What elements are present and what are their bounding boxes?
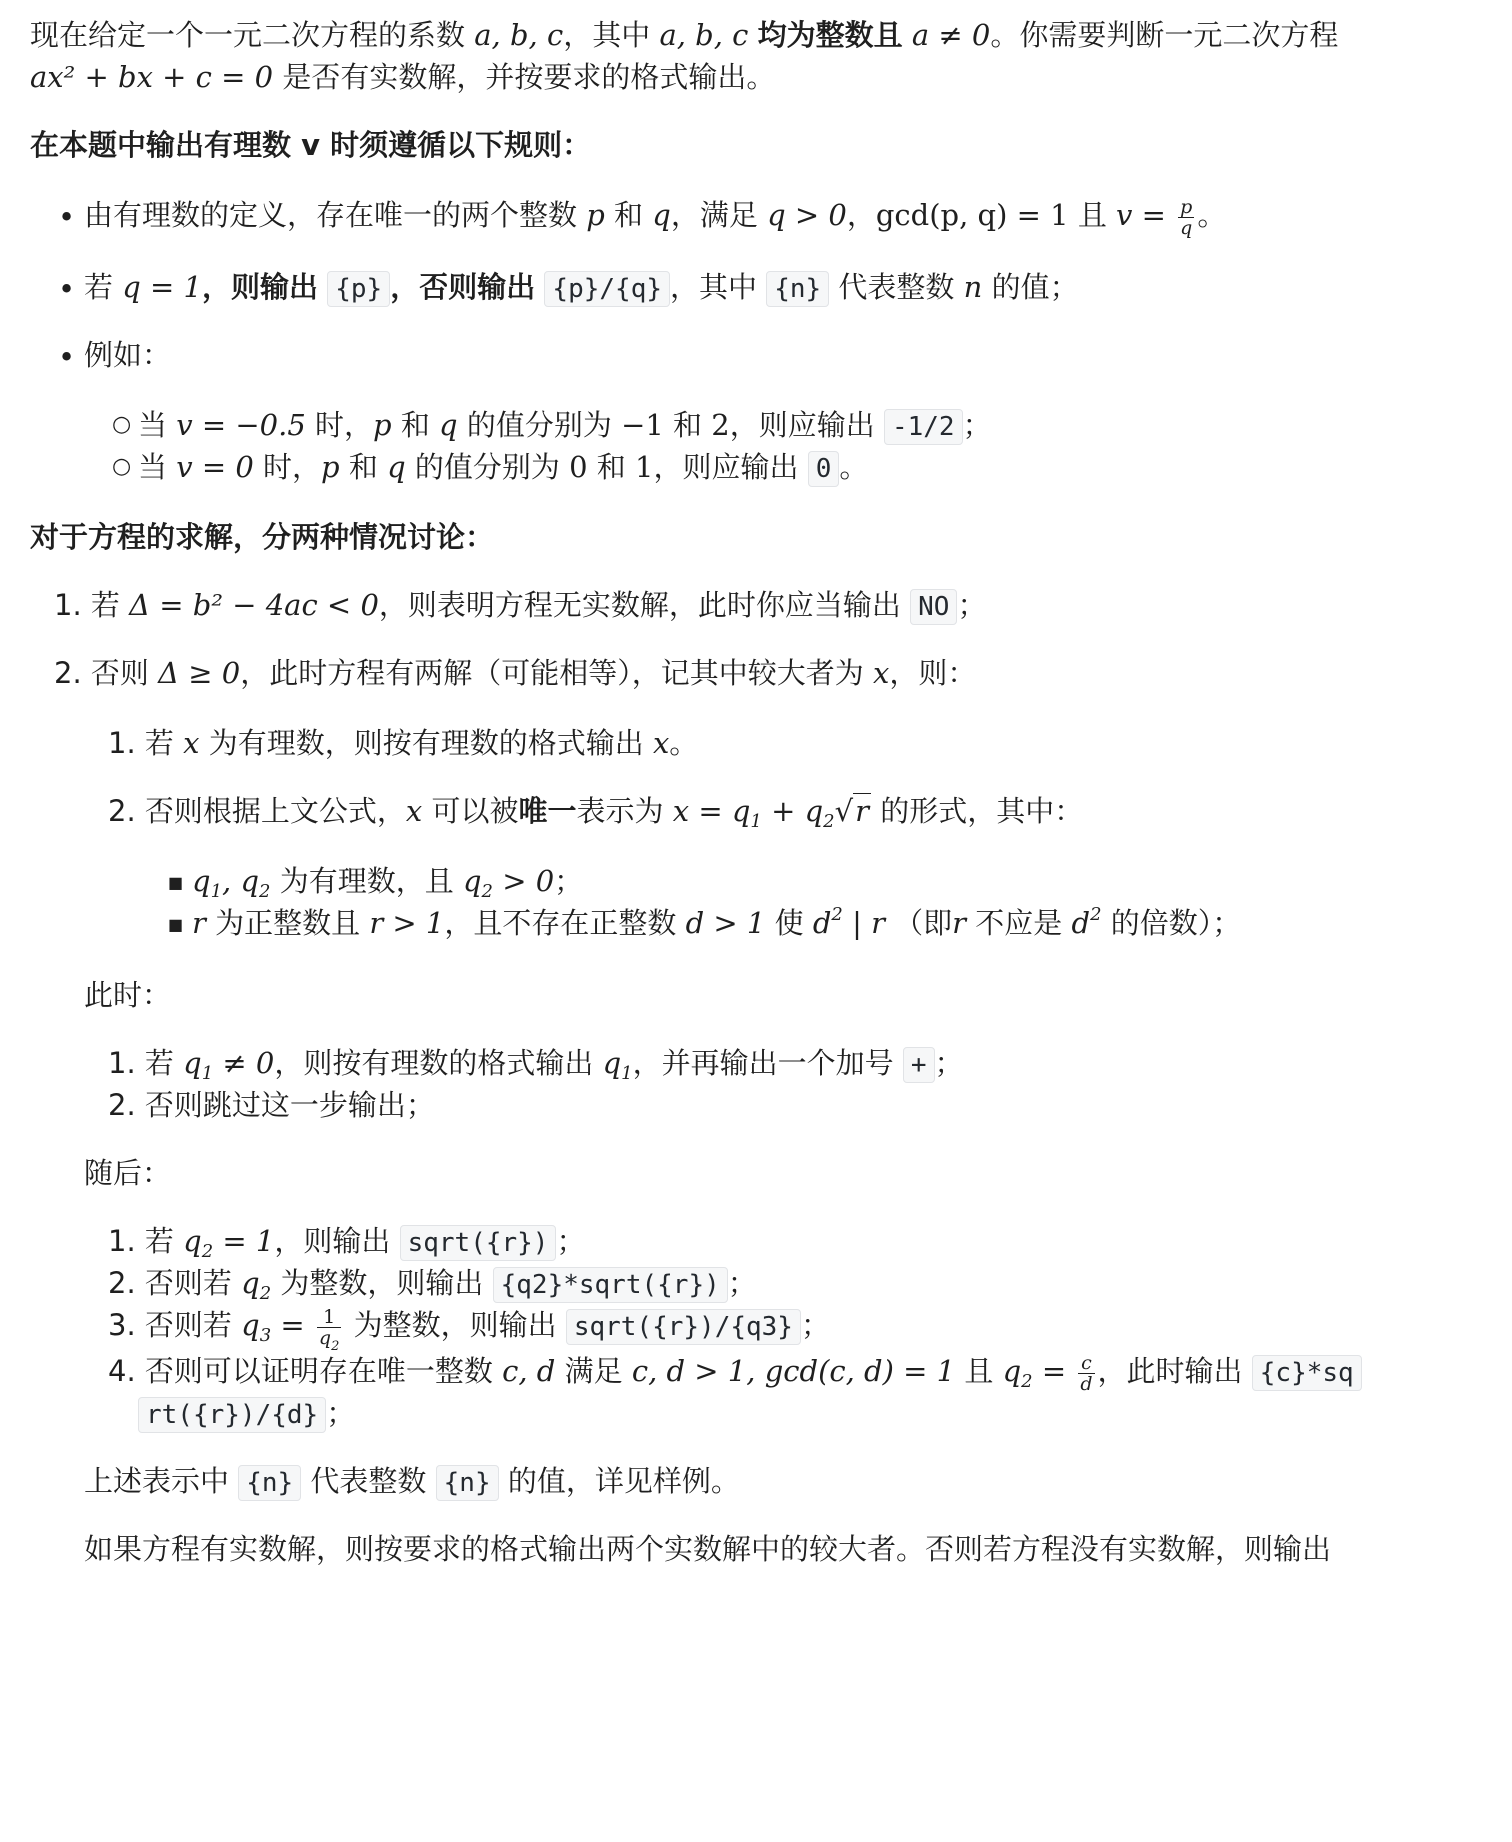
math-x: x [873,656,890,690]
list-number: 4. [108,1354,136,1388]
text: 当 [138,408,168,442]
text: 不应是 [975,906,1063,940]
math-formula: $x = q_1 + q_2$ [672,794,835,832]
text: 代表整数 [838,270,955,304]
text: 的倍数）； [1110,906,1242,940]
list-number: 3. [108,1308,136,1342]
text: ，且不存在正整数 [444,906,677,940]
text: 和 [348,450,378,484]
fraction-1-over-q2: $\frac{1}{q_2}$ [318,1305,340,1354]
code-n: {n} [766,271,829,307]
text: ； [962,408,992,442]
after-step-4 [108,1350,1362,1394]
math-r: r [952,906,967,940]
math-delta-ge-0: Δ ≥ 0 [158,656,241,690]
condition-1 [192,860,583,902]
bold-text: ，则输出 [201,270,318,304]
sub-case-1 [108,722,698,764]
text: （即 [894,906,953,940]
fraction-p-over-q: $\frac{p}{q}$ [1180,195,1193,239]
condition-2 [192,902,1241,944]
then-step-2 [108,1084,435,1126]
intro-bold: 均为整数且 [757,18,903,52]
bullet-dot: • [58,272,76,306]
math-q: q [439,408,458,442]
sub-case-2 [108,790,1083,832]
code-c-sqrt-r-over-d-part1: {c}*sq [1252,1355,1362,1391]
math-q2-eq: $q_2$ = [1002,1354,1067,1392]
code-no: NO [910,589,957,625]
after-step-1 [108,1220,585,1264]
bullet-circle: ○ [112,412,132,437]
intro-text: 是否有实数解，并按要求的格式输出。 [282,60,776,94]
after-label: 随后： [84,1156,172,1190]
footer-line-1 [84,1460,740,1504]
text: ，此时输出 [1097,1354,1243,1388]
text: 若 [144,1046,174,1080]
text: ； [326,1396,356,1430]
math-x: x [183,726,200,760]
math-v: v = [1116,198,1166,232]
text: ，满足 [670,198,758,232]
sqrt-r: √r [834,794,869,828]
text: ，其中 [670,270,758,304]
bullet-square: ■ [168,915,184,934]
text: 的值分别为 [414,450,560,484]
bullet-dot: • [58,200,76,234]
text: ，则按有理数的格式输出 [274,1046,594,1080]
code-p-over-q: {p}/{q} [544,271,670,307]
text: 。 [1197,198,1227,232]
bullet-circle: ○ [112,454,132,479]
text: 满足 [564,1354,623,1388]
bullet-square: ■ [168,873,184,892]
math-x: x [405,794,423,828]
then-step-1 [108,1042,964,1086]
math-q2-gt-0: $q_2 > 0$ [462,864,555,902]
math-q1: $q_1$ [602,1046,633,1084]
text: 时， [315,408,374,442]
math-q: q [652,198,671,232]
math-q-eq-1: q = 1 [122,270,202,304]
after-step-4-cont [138,1392,355,1436]
text: 使 [774,906,804,940]
math-x: x [652,726,670,760]
rule-2 [84,266,1079,310]
rules-heading: 在本题中输出有理数 v 时须遵循以下规则： [30,128,592,162]
math-d2: $d^2$ [1071,904,1102,940]
after-step-3 [108,1304,830,1354]
text: 若 [84,270,114,304]
text: ，则： [889,656,977,690]
code-p: {p} [327,271,390,307]
text: 否则若 [144,1308,232,1342]
math-q2-eq-1: $q_2 = 1$ [183,1224,275,1262]
list-number: 1. [108,726,136,760]
math-d-gt-1: d > 1 [685,906,766,940]
math-v-value: v = −0.5 [176,408,306,442]
text: 代表整数 [310,1464,427,1498]
math-q1-q2: $q_1$, $q_2$ [192,864,271,902]
text: ； [800,1308,830,1342]
bullet-dot: • [58,340,76,374]
math-value: 2 [711,408,730,442]
text: ，并再输出一个加号 [632,1046,894,1080]
math-abc: a, b, c [474,18,564,52]
math-q3-eq: $q_3$ = [241,1308,305,1346]
text: 且 [964,1354,994,1388]
text: 为正整数且 [215,906,361,940]
code-example-1: -1/2 [884,409,963,445]
case-2 [54,652,976,694]
text: ，则输出 [274,1224,391,1258]
intro-text: 。你需要判断一元二次方程 [990,18,1339,52]
math-value: 0 [569,450,588,484]
text: 且 [1077,198,1107,232]
text: ； [934,1046,964,1080]
text: ； [957,588,987,622]
math-a-neq-0: a ≠ 0 [911,18,991,52]
after-step-2 [108,1262,757,1306]
math-discriminant: Δ = b² − 4ac < 0 [129,588,379,622]
text: 和 [400,408,430,442]
list-number: 2. [108,1088,136,1122]
intro-text: ，其中 [563,18,651,52]
code-n: {n} [436,1465,499,1501]
text: 为有理数，且 [279,864,454,898]
text: 为有理数，则按有理数的格式输出 [208,726,644,760]
code-q2-sqrt-r: {q2}*sqrt({r}) [493,1267,728,1303]
math-abc: a, b, c [659,18,749,52]
code-c-sqrt-r-over-d-part2: rt({r})/{d} [138,1397,326,1433]
text: 上述表示中 [84,1464,230,1498]
math-n: n [963,270,983,304]
math-equation: ax² + bx + c = 0 [30,60,274,94]
text: 否则 [90,656,149,690]
case-1 [54,584,986,628]
list-number: 2. [108,794,136,828]
list-number: 1. [108,1046,136,1080]
bold-text: 唯一 [518,794,577,828]
text: 的值； [991,270,1079,304]
math-r: r [192,906,206,940]
text: 的值，详见样例。 [507,1464,740,1498]
example-1 [138,404,992,448]
math-p: p [321,450,340,484]
math-value: 1 [635,450,654,484]
intro-line-2 [30,56,775,98]
text: 否则根据上文公式， [144,794,406,828]
text: ； [727,1266,757,1300]
text: 若 [90,588,120,622]
math-q1-neq-0: $q_1 \ne 0$ [183,1046,275,1084]
text: 表示为 [576,794,664,828]
footer-line-2: 如果方程有实数解，则按要求的格式输出两个实数解中的较大者。否则若方程没有实数解，则输出 [84,1532,1332,1566]
list-number: 2. [108,1266,136,1300]
math-cd-condition: c, d > 1, gcd(c, d) = 1 [631,1354,956,1388]
text: 若 [144,726,174,760]
example-2 [138,446,868,490]
math-q-gt-0: q > 0 [767,198,847,232]
math-value: −1 [621,408,664,442]
text: 可以被 [431,794,519,828]
list-number: 1. [54,588,82,622]
list-number: 2. [54,656,82,690]
text: ，此时方程有两解（可能相等），记其中较大者为 [240,656,864,690]
text: 为整数，则输出 [353,1308,557,1342]
text: 时， [263,450,322,484]
intro-text: 现在给定一个一元二次方程的系数 [30,18,466,52]
text: 若 [144,1224,174,1258]
math-d2-div-r: $d^2$ | r [812,904,885,940]
text: ，则表明方程无实数解，此时你应当输出 [378,588,901,622]
math-p: p [373,408,392,442]
text: 。 [839,450,869,484]
text: ，则应输出 [653,450,799,484]
math-r-gt-1: r > 1 [369,906,445,940]
code-example-2: 0 [808,451,840,487]
text: ，则应输出 [729,408,875,442]
bold-text: ，否则输出 [390,270,536,304]
text: 的形式，其中： [880,794,1084,828]
code-sqrt-r-over-q3: sqrt({r})/{q3} [566,1309,801,1345]
text: 为整数，则输出 [280,1266,484,1300]
rule-1: 由有理数的定义，存在唯一的两个整数 p 和 q，满足 q > 0，gcd(p, q) = 1 且 v = $\frac{p}{q}$ 。 [84,195,1227,239]
code-n: {n} [238,1465,301,1501]
math-q: q [387,450,406,484]
text: 否则若 [144,1266,232,1300]
text: 否则可以证明存在唯一整数 [144,1354,493,1388]
text: 和 [673,408,703,442]
text: 由有理数的定义，存在唯一的两个整数 [84,198,578,232]
text: ； [556,1224,586,1258]
text: 。 [669,726,699,760]
text: 和 [614,198,644,232]
math-q2: $q_2$ [241,1266,272,1304]
math-p: p [586,198,605,232]
text: 的值分别为 [466,408,612,442]
solve-heading: 对于方程的求解，分两种情况讨论： [30,520,495,554]
text: 否则跳过这一步输出； [144,1088,435,1122]
math-v-value: v = 0 [176,450,254,484]
intro-line-1 [30,14,1338,56]
then-label: 此时： [84,978,172,1012]
text: 和 [596,450,626,484]
list-number: 1. [108,1224,136,1258]
math-c-d: c, d [502,1354,556,1388]
code-plus: + [903,1047,935,1083]
math-gcd: gcd(p, q) = 1 [875,198,1069,232]
rule-3-label: 例如： [84,338,172,372]
fraction-c-over-d: $\frac{c}{d}$ [1080,1351,1093,1395]
code-sqrt-r: sqrt({r}) [400,1225,557,1261]
text: 当 [138,450,168,484]
text: ； [554,864,584,898]
